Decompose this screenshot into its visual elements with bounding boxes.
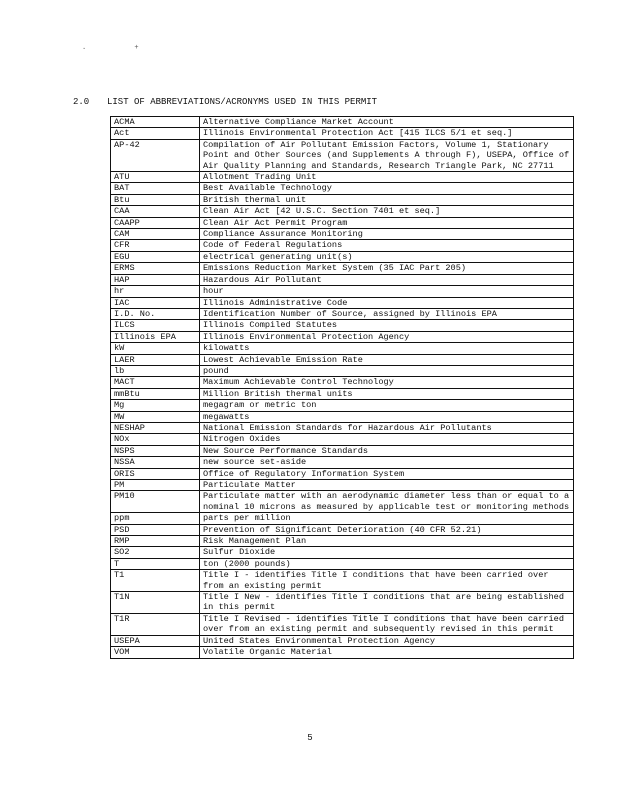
abbreviation-term: Mg: [111, 400, 200, 411]
table-row: [111, 117, 574, 128]
table-row: [111, 468, 574, 479]
abbreviation-term: Btu: [111, 194, 200, 205]
abbreviation-definition: Compilation of Air Pollutant Emission Factors, Volume 1, Stationary Point and Other Sources (and Supplements A through F), USEPA, Office of Air Quality Planning and Standards, Research Triangle Park, NC 27711: [200, 139, 574, 171]
section-number: 2.0: [73, 97, 90, 107]
table-row: [111, 513, 574, 524]
abbreviation-definition: British thermal unit: [200, 194, 574, 205]
abbreviation-term: T: [111, 558, 200, 569]
abbreviation-term: IAC: [111, 297, 200, 308]
abbreviation-definition: Hazardous Air Pollutant: [200, 274, 574, 285]
abbreviation-term: RMP: [111, 536, 200, 547]
abbreviation-term: hr: [111, 286, 200, 297]
page-number: 5: [307, 733, 313, 743]
abbreviation-definition: Alternative Compliance Market Account: [200, 117, 574, 128]
abbreviation-definition: Illinois Environmental Protection Agency: [200, 331, 574, 342]
abbreviation-definition: pound: [200, 365, 574, 376]
abbreviation-term: USEPA: [111, 635, 200, 646]
table-row: [111, 263, 574, 274]
table-row: [111, 613, 574, 635]
abbreviation-term: PM10: [111, 491, 200, 513]
abbreviation-definition: Volatile Organic Material: [200, 647, 574, 658]
table-row: [111, 194, 574, 205]
table-row: [111, 297, 574, 308]
abbreviation-definition: Illinois Administrative Code: [200, 297, 574, 308]
abbreviation-term: kW: [111, 343, 200, 354]
abbreviation-definition: parts per million: [200, 513, 574, 524]
abbreviation-term: ILCS: [111, 320, 200, 331]
table-row: [111, 286, 574, 297]
table-row: [111, 480, 574, 491]
abbreviation-term: CAA: [111, 206, 200, 217]
abbreviation-definition: Lowest Achievable Emission Rate: [200, 354, 574, 365]
abbreviation-term: EGU: [111, 251, 200, 262]
abbreviation-term: NSPS: [111, 445, 200, 456]
table-row: [111, 558, 574, 569]
abbreviation-term: ACMA: [111, 117, 200, 128]
abbreviation-definition: electrical generating unit(s): [200, 251, 574, 262]
abbreviation-definition: Illinois Environmental Protection Act [415 ILCS 5/1 et seq.]: [200, 128, 574, 139]
abbreviation-definition: Title I Revised - identifies Title I conditions that have been carried over from an existing permit and subsequently revised in this permit: [200, 613, 574, 635]
abbreviation-term: T1N: [111, 592, 200, 614]
abbreviation-definition: Allotment Trading Unit: [200, 172, 574, 183]
abbreviation-definition: Prevention of Significant Deterioration (40 CFR 52.21): [200, 524, 574, 535]
table-row: [111, 183, 574, 194]
section-title: LIST OF ABBREVIATIONS/ACRONYMS USED IN THIS PERMIT: [107, 97, 378, 107]
table-row: [111, 139, 574, 171]
table-row: [111, 343, 574, 354]
abbreviation-term: CAM: [111, 229, 200, 240]
table-row: [111, 354, 574, 365]
table-row: [111, 128, 574, 139]
abbreviation-term: BAT: [111, 183, 200, 194]
table-row: [111, 635, 574, 646]
abbreviations-table-body: [111, 117, 574, 659]
abbreviation-term: LAER: [111, 354, 200, 365]
abbreviation-definition: New Source Performance Standards: [200, 445, 574, 456]
table-row: [111, 331, 574, 342]
abbreviation-definition: Identification Number of Source, assigned by Illinois EPA: [200, 308, 574, 319]
table-row: [111, 592, 574, 614]
abbreviation-term: T1: [111, 570, 200, 592]
scan-marks: . +: [82, 44, 161, 52]
abbreviation-definition: Best Available Technology: [200, 183, 574, 194]
table-row: [111, 172, 574, 183]
table-row: [111, 524, 574, 535]
table-row: [111, 400, 574, 411]
table-row: [111, 491, 574, 513]
abbreviation-term: NESHAP: [111, 422, 200, 433]
table-row: [111, 422, 574, 433]
abbreviation-term: MW: [111, 411, 200, 422]
table-row: [111, 274, 574, 285]
abbreviation-term: mmBtu: [111, 388, 200, 399]
abbreviation-definition: Nitrogen Oxides: [200, 434, 574, 445]
abbreviation-term: ppm: [111, 513, 200, 524]
abbreviation-term: MACT: [111, 377, 200, 388]
abbreviation-definition: Clean Air Act [42 U.S.C. Section 7401 et seq.]: [200, 206, 574, 217]
abbreviation-term: PM: [111, 480, 200, 491]
section-heading: [73, 97, 377, 107]
abbreviation-definition: Particulate Matter: [200, 480, 574, 491]
abbreviation-definition: Illinois Compiled Statutes: [200, 320, 574, 331]
abbreviation-definition: Million British thermal units: [200, 388, 574, 399]
abbreviation-definition: Code of Federal Regulations: [200, 240, 574, 251]
abbreviation-term: ERMS: [111, 263, 200, 274]
abbreviation-definition: Clean Air Act Permit Program: [200, 217, 574, 228]
abbreviation-term: NSSA: [111, 457, 200, 468]
table-row: [111, 251, 574, 262]
table-row: [111, 217, 574, 228]
table-row: [111, 445, 574, 456]
abbreviation-definition: megagram or metric ton: [200, 400, 574, 411]
abbreviation-definition: Maximum Achievable Control Technology: [200, 377, 574, 388]
abbreviation-term: I.D. No.: [111, 308, 200, 319]
abbreviation-term: T1R: [111, 613, 200, 635]
abbreviation-term: SO2: [111, 547, 200, 558]
table-row: [111, 240, 574, 251]
table-row: [111, 647, 574, 658]
abbreviation-term: PSD: [111, 524, 200, 535]
table-row: [111, 377, 574, 388]
abbreviation-term: CAAPP: [111, 217, 200, 228]
abbreviation-definition: Title I New - identifies Title I conditions that are being established in this permit: [200, 592, 574, 614]
table-row: [111, 206, 574, 217]
table-row: [111, 570, 574, 592]
abbreviation-definition: Particulate matter with an aerodynamic diameter less than or equal to a nominal 10 microns as measured by applicable test or monitoring methods: [200, 491, 574, 513]
abbreviation-definition: Emissions Reduction Market System (35 IAC Part 205): [200, 263, 574, 274]
table-row: [111, 365, 574, 376]
abbreviation-term: Act: [111, 128, 200, 139]
table-row: [111, 547, 574, 558]
table-row: [111, 411, 574, 422]
table-row: [111, 308, 574, 319]
abbreviation-definition: Risk Management Plan: [200, 536, 574, 547]
table-row: [111, 320, 574, 331]
abbreviation-definition: kilowatts: [200, 343, 574, 354]
abbreviation-term: lb: [111, 365, 200, 376]
abbreviation-definition: ton (2000 pounds): [200, 558, 574, 569]
abbreviation-definition: National Emission Standards for Hazardous Air Pollutants: [200, 422, 574, 433]
table-row: [111, 388, 574, 399]
table-row: [111, 536, 574, 547]
abbreviation-term: ATU: [111, 172, 200, 183]
abbreviations-table: [110, 116, 574, 659]
abbreviation-definition: megawatts: [200, 411, 574, 422]
abbreviation-definition: hour: [200, 286, 574, 297]
abbreviation-term: NOx: [111, 434, 200, 445]
abbreviation-definition: Compliance Assurance Monitoring: [200, 229, 574, 240]
abbreviation-term: VOM: [111, 647, 200, 658]
table-row: [111, 434, 574, 445]
table-row: [111, 229, 574, 240]
abbreviation-term: ORIS: [111, 468, 200, 479]
abbreviation-term: Illinois EPA: [111, 331, 200, 342]
abbreviation-definition: Sulfur Dioxide: [200, 547, 574, 558]
abbreviation-term: CFR: [111, 240, 200, 251]
abbreviation-term: HAP: [111, 274, 200, 285]
abbreviation-term: AP-42: [111, 139, 200, 171]
abbreviation-definition: Title I - identifies Title I conditions that have been carried over from an existing permit: [200, 570, 574, 592]
table-row: [111, 457, 574, 468]
abbreviation-definition: new source set-aside: [200, 457, 574, 468]
abbreviation-definition: United States Environmental Protection Agency: [200, 635, 574, 646]
abbreviation-definition: Office of Regulatory Information System: [200, 468, 574, 479]
